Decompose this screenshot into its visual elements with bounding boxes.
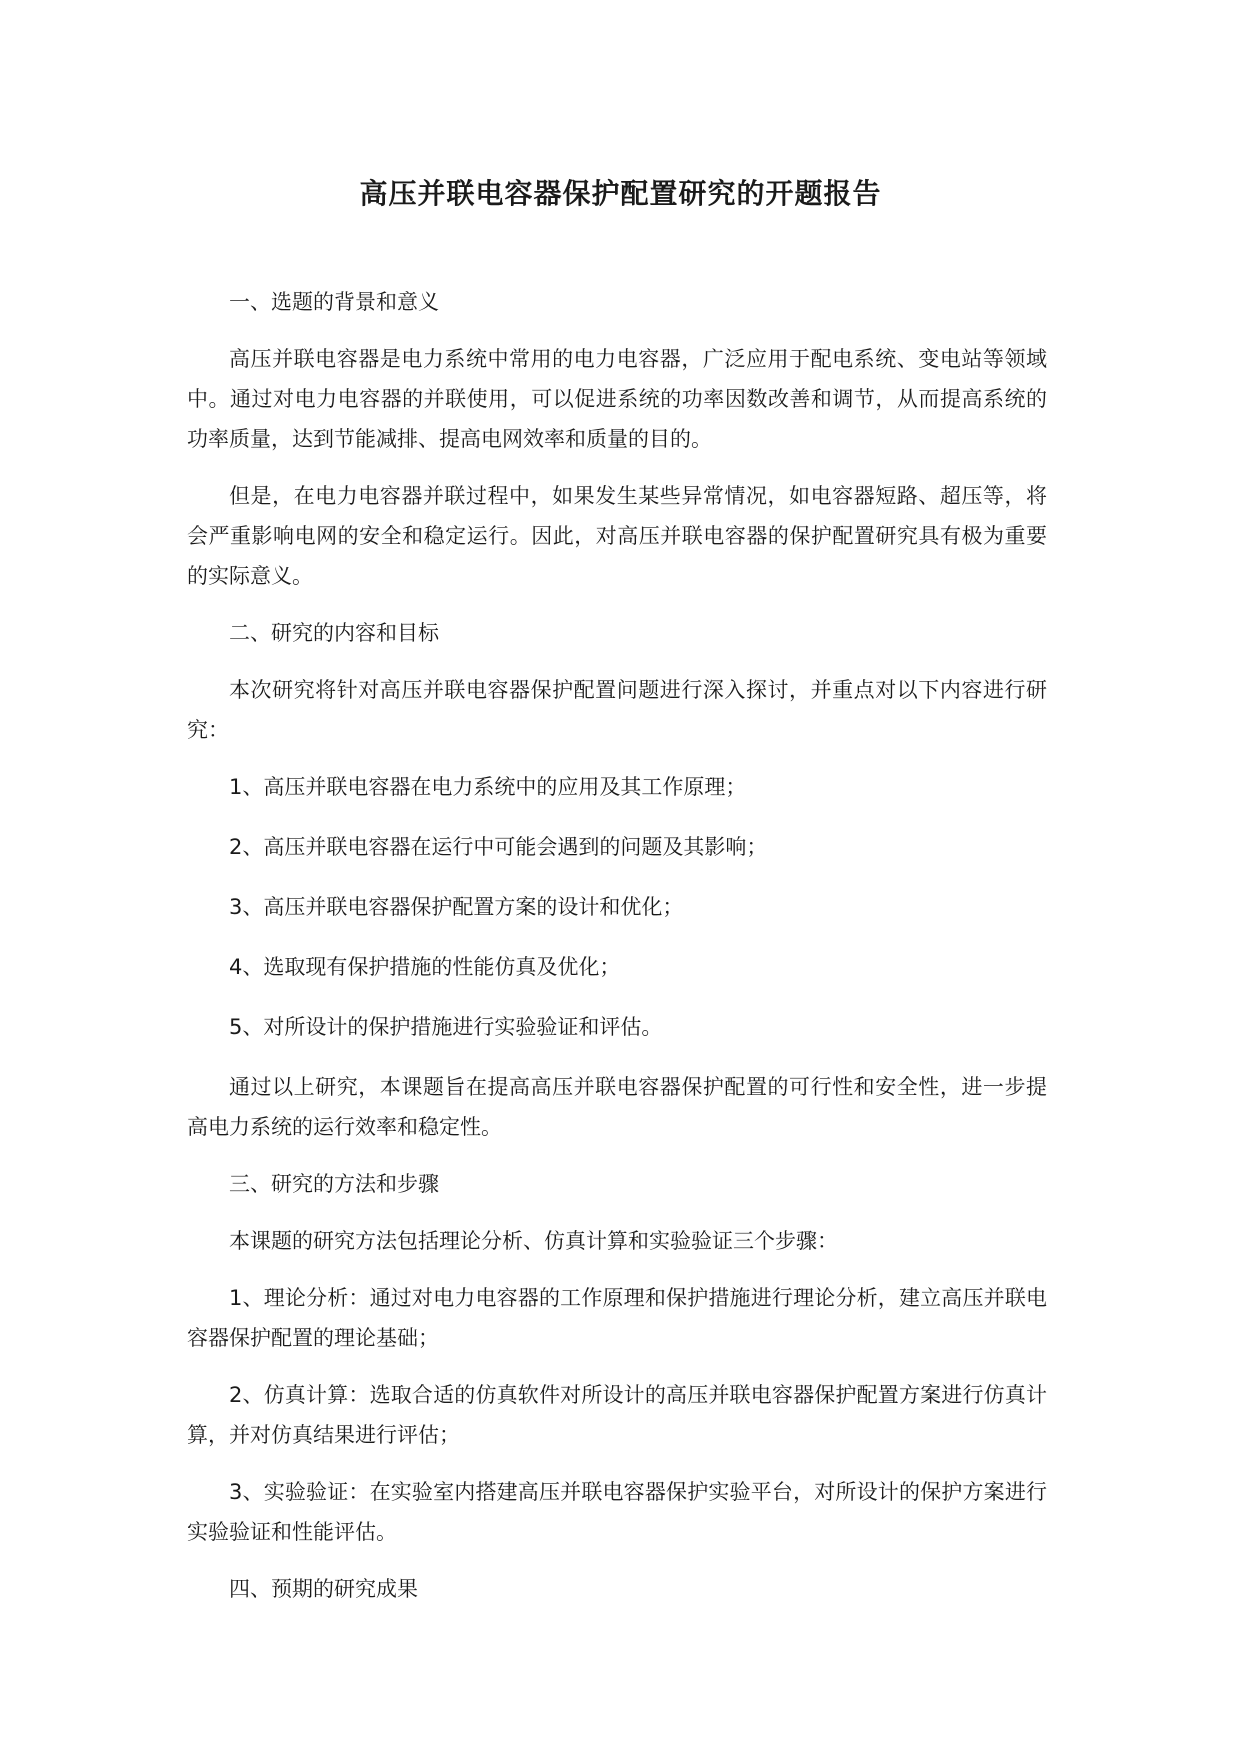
list-item-research-1: 1、高压并联电容器在电力系统中的应用及其工作原理； xyxy=(229,775,747,799)
paragraph-research-intro: 本次研究将针对高压并联电容器保护配置问题进行深入探讨，并重点对以下内容进行研究： xyxy=(187,678,1047,742)
section-heading-background: 一、选题的背景和意义 xyxy=(229,290,439,314)
list-item-method-2: 2、仿真计算：选取合适的仿真软件对所设计的高压并联电容器保护配置方案进行仿真计算，并对仿真结果进行评估； xyxy=(187,1383,1047,1447)
paragraph-significance: 但是，在电力电容器并联过程中，如果发生某些异常情况，如电容器短路、超压等，将会严重影响电网的安全和稳定运行。因此，对高压并联电容器的保护配置研究具有极为重要的实际意义。 xyxy=(187,484,1047,588)
list-item-research-2: 2、高压并联电容器在运行中可能会遇到的问题及其影响； xyxy=(229,835,768,859)
section-heading-methods: 三、研究的方法和步骤 xyxy=(229,1172,439,1196)
list-item-research-4: 4、选取现有保护措施的性能仿真及优化； xyxy=(229,955,621,979)
list-item-research-3: 3、高压并联电容器保护配置方案的设计和优化； xyxy=(229,895,684,919)
list-item-method-3: 3、实验验证：在实验室内搭建高压并联电容器保护实验平台，对所设计的保护方案进行实验验证和性能评估。 xyxy=(187,1480,1047,1544)
list-item-method-1: 1、理论分析：通过对电力电容器的工作原理和保护措施进行理论分析，建立高压并联电容器保护配置的理论基础； xyxy=(187,1286,1047,1350)
document-title: 高压并联电容器保护配置研究的开题报告 xyxy=(359,177,882,210)
paragraph-methods-intro: 本课题的研究方法包括理论分析、仿真计算和实验验证三个步骤： xyxy=(229,1229,838,1253)
paragraph-background: 高压并联电容器是电力系统中常用的电力电容器，广泛应用于配电系统、变电站等领域中。通过对电力电容器的并联使用，可以促进系统的功率因数改善和调节，从而提高系统的功率质量，达到节能减排、提高电网效率和质量的目的。 xyxy=(187,347,1047,451)
section-heading-content-goals: 二、研究的内容和目标 xyxy=(229,621,439,645)
list-item-research-5: 5、对所设计的保护措施进行实验验证和评估。 xyxy=(229,1015,663,1039)
section-heading-expected-results: 四、预期的研究成果 xyxy=(229,1577,418,1601)
document-body xyxy=(187,282,1047,1626)
paragraph-research-conclusion: 通过以上研究，本课题旨在提高高压并联电容器保护配置的可行性和安全性，进一步提高电力系统的运行效率和稳定性。 xyxy=(187,1075,1047,1139)
